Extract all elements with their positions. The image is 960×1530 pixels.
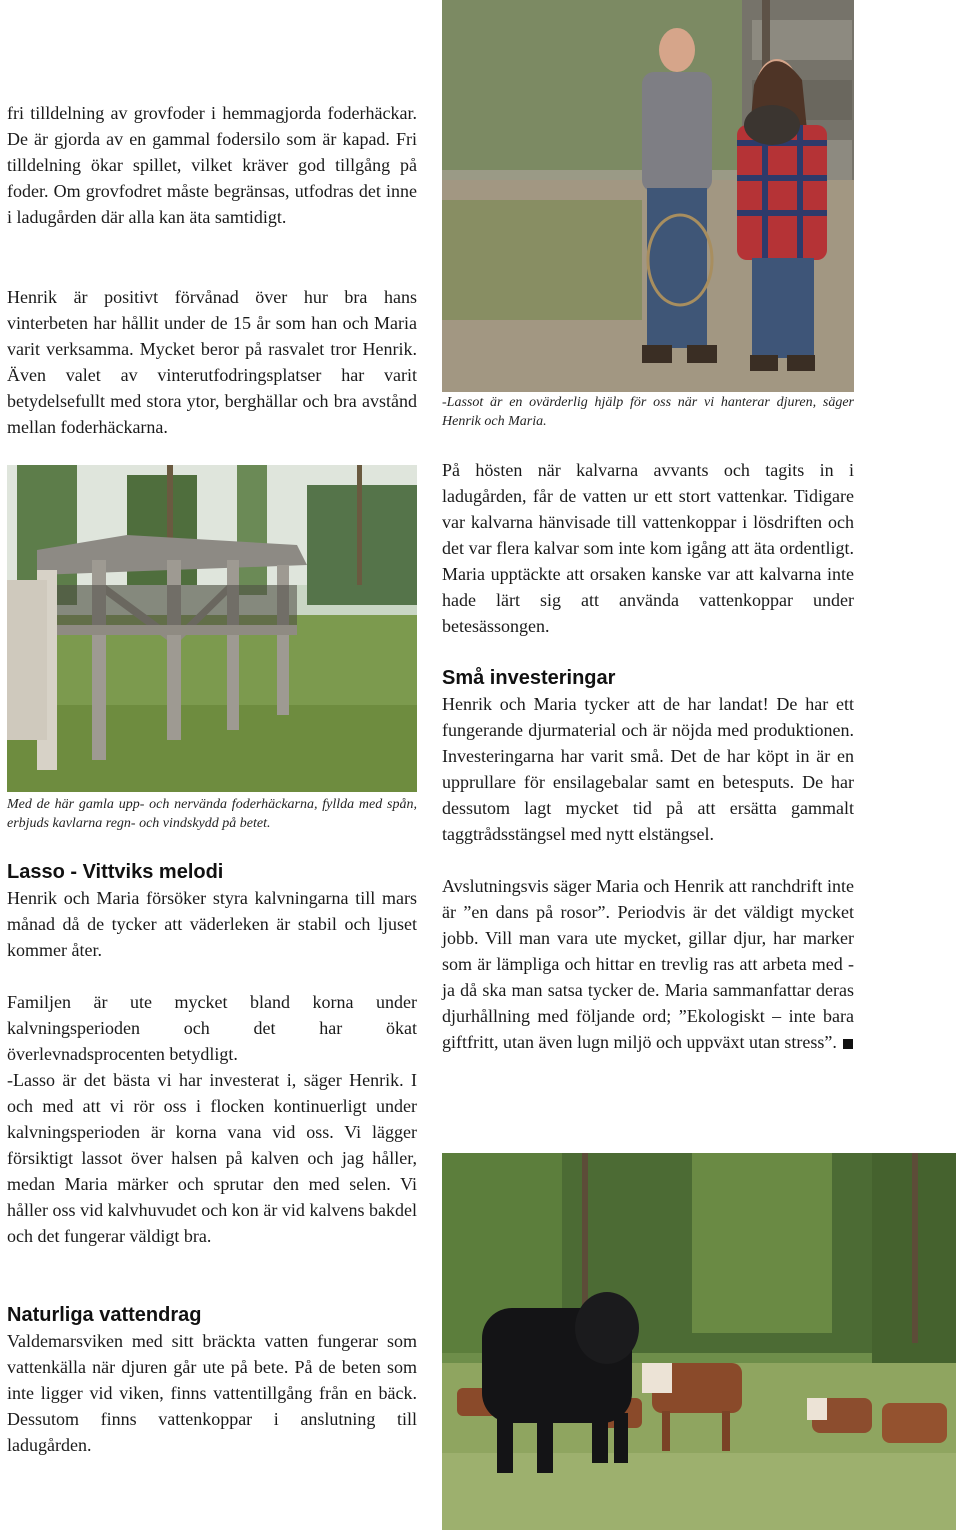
- investments-section: [442, 665, 854, 1055]
- water-section: [7, 1302, 417, 1458]
- investments-section-heading: Små investeringar: [442, 667, 616, 689]
- lasso-section: [7, 859, 417, 1249]
- closing-text: Avslutningsvis säger Maria och Henrik att ranchdrift inte är ”en dans på rosor”. Periodvis är det väldigt mycket jobb. Vill man vara ute mycket, gillar djur, har marker som är lämpliga och hittar en trevlig ras att arbeta med - ja då ska man satsa tycker de. Maria sammanfattar deras djurhållning med följande ord; ”Ekologiskt – inte bara giftfritt, utan även lugn miljö och uppväxt utan stress”.: [442, 876, 854, 1052]
- end-mark-icon: [843, 1039, 853, 1049]
- autumn-paragraph: På hösten när kalvarna avvants och tagits in i ladugården, får de vatten ur ett stort vattenkar. Tidigare var kalvarna hänvisade till vattenkoppar i lösdriften och det var flera kalvar som inte kom igång att äta ordentligt. Maria upptäckte att orsaken kanske var att kalvarna inte hade lärt sig att använda vattenkoppar under betesässongen.: [442, 460, 854, 636]
- autumn-paragraph-block: [442, 457, 854, 639]
- closing-paragraph: [442, 873, 854, 1055]
- feeder-photo-caption-block: [7, 795, 417, 833]
- water-section-heading: Naturliga vattendrag: [7, 1304, 202, 1326]
- lasso-paragraph-1: Henrik och Maria försöker styra kalvningarna till mars månad då de tycker att väderleken är stabil och ljuset kommer åter.: [7, 888, 417, 960]
- left-second-paragraph-block: [7, 284, 417, 440]
- lasso-photo-caption-block: [442, 393, 854, 431]
- lasso-paragraph-2: Familjen är ute mycket bland korna under kalvningsperioden och det har ökat överlevnadsprocenten betydligt.: [7, 992, 417, 1064]
- feeder-rack-photo: [7, 465, 417, 792]
- rasval-paragraph: Henrik är positivt förvånad över hur bra hans vinterbeten har hållit under de 15 år som han och Maria varit verksamma. Mycket beror på rasvalet tror Henrik. Även valet av vinterutfodringsplatser har varit betydelsefullt med stora ytor, berghällar och bra avstånd mellan foderhäckarna.: [7, 287, 417, 437]
- investments-paragraph: Henrik och Maria tycker att de har landat! De har ett fungerande djurmaterial och är nöjda med produktionen. Investeringarna har varit små. Det de har köpt in är en upprullare för ensilagebalar samt en betesputs. De har dessutom lagt mycket tid på att ersätta gammalt taggtrådsstängsel med nytt elstängsel.: [442, 694, 854, 844]
- lasso-paragraph-3: -Lasso är det bästa vi har investerat i, säger Henrik. I och med att vi rör oss i flocken kontinuerligt under kalvningsperioden är korna vana vid oss. Vi lägger försiktigt lassot över halsen på kalven och jag håller, medan Maria märker och sprutar den med selen. Vi håller oss vid kalvhuvudet och kon är vid kalvens bakdel och det fungerar väldigt bra.: [7, 1070, 417, 1246]
- lasso-section-heading: Lasso - Vittviks melodi: [7, 861, 224, 883]
- lasso-photo-caption: -Lassot är en ovärderlig hjälp för oss när vi hanterar djuren, säger Henrik och Maria.: [442, 395, 854, 429]
- intro-paragraph: fri tilldelning av grovfoder i hemmagjorda foderhäckar. De är gjorda av en gammal fodersilo som är kapad. Fri tilldelning ökar spillet, vilket kräver god tillgång på foder. Om grovfodret måste begränsas, utfodras det inne i ladugården där alla kan äta samtidigt.: [7, 103, 417, 227]
- cattle-herd-photo: [442, 1153, 956, 1530]
- feeder-photo-caption: Med de här gamla upp- och nervända foderhäckarna, fyllda med spån, erbjuds kavlarna regn- och vindskydd på betet.: [7, 797, 417, 831]
- henrik-maria-photo: [442, 0, 854, 392]
- left-intro-paragraph: [7, 100, 417, 230]
- water-paragraph: Valdemarsviken med sitt bräckta vatten fungerar som vattenkälla när djuren går ute på bete. På de beten som inte ligger vid viken, finns vattentillgång från en bäck. Dessutom finns vattenkoppar i anslutning till ladugården.: [7, 1331, 417, 1455]
